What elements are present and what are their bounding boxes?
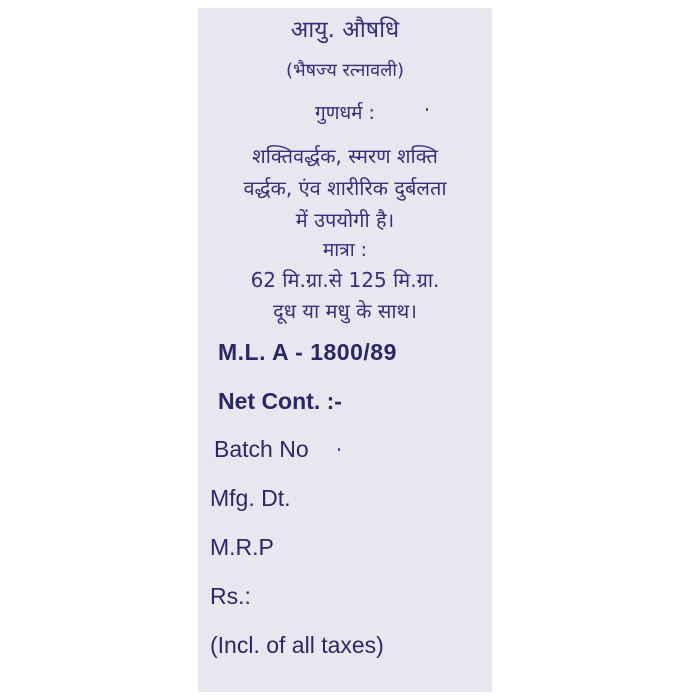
price-rs-field: Rs.: — [210, 583, 251, 609]
mfg-date-field: Mfg. Dt. — [210, 485, 291, 511]
properties-heading: गुणधर्म : — [315, 102, 375, 124]
print-speck — [426, 108, 428, 111]
description-line-1: शक्तिवर्द्धक, स्मरण शक्ति — [252, 144, 438, 168]
description-line-2: वर्द्धक, एंव शारीरिक दुर्बलता — [243, 176, 447, 200]
batch-no-field: Batch No — [214, 436, 309, 462]
label-source-text: (भैषज्य रत्नावली) — [286, 60, 404, 81]
product-label-card — [198, 8, 492, 692]
dosage-line-2: दूध या मधु के साथ। — [273, 299, 417, 323]
mrp-field: M.R.P — [210, 534, 274, 560]
description-line-3: में उपयोगी है। — [295, 208, 395, 232]
net-content-field: Net Cont. :- — [218, 388, 342, 414]
print-speck — [338, 448, 340, 451]
ml-license-number: M.L. A - 1800/89 — [218, 339, 397, 365]
incl-taxes-note: (Incl. of all taxes) — [210, 632, 384, 658]
dosage-line-1: 62 मि.ग्रा.से 125 मि.ग्रा. — [250, 268, 440, 292]
label-title: आयु. औषधि — [290, 17, 400, 43]
dosage-heading: मात्रा : — [322, 239, 368, 261]
